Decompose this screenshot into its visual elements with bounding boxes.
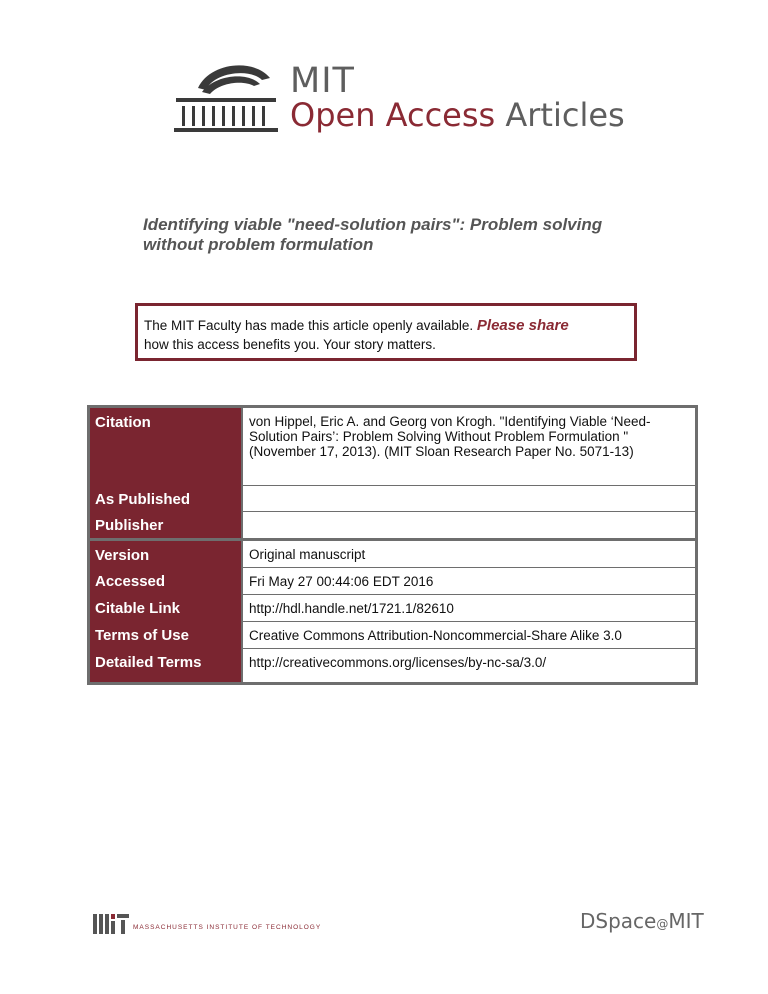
version-label: Version: [90, 539, 242, 567]
citable-link-label: Citable Link: [90, 594, 242, 621]
publisher-value: [242, 511, 695, 539]
citation-label: Citation: [90, 408, 242, 485]
share-text-before: The MIT Faculty has made this article openly available.: [144, 318, 474, 333]
dome-building-icon: [170, 58, 280, 136]
version-value: Original manuscript: [242, 539, 695, 567]
logo-articles-text: Articles: [505, 96, 625, 134]
accessed-value: Fri May 27 00:44:06 EDT 2016: [242, 567, 695, 594]
dspace-at-text: @: [656, 917, 669, 931]
table-row: [90, 485, 695, 511]
logo-open-access-text: Open Access: [290, 96, 496, 134]
as-published-value: [242, 485, 695, 511]
as-published-label: As Published: [90, 485, 242, 511]
detailed-terms-label: Detailed Terms: [90, 648, 242, 682]
table-row: [90, 567, 695, 594]
mit-logo-icon: [93, 914, 129, 934]
accessed-label: Accessed: [90, 567, 242, 594]
dspace-text: DSpace: [580, 909, 657, 933]
citable-link-value[interactable]: http://hdl.handle.net/1721.1/82610: [242, 594, 695, 621]
publisher-label: Publisher: [90, 511, 242, 539]
terms-of-use-label: Terms of Use: [90, 621, 242, 648]
share-text-after: how this access benefits you. Your story matters.: [144, 337, 436, 352]
table-row: [90, 408, 695, 485]
dspace-mit-text: MIT: [668, 909, 704, 933]
dspace-logo: [580, 909, 704, 933]
logo-mit-text: MIT: [290, 61, 355, 101]
table-row: [90, 648, 695, 682]
table-row: [90, 539, 695, 567]
please-share-link[interactable]: Please share: [476, 317, 569, 334]
detailed-terms-value[interactable]: http://creativecommons.org/licenses/by-nc-sa/3.0/: [249, 654, 547, 670]
table-row: [90, 621, 695, 648]
metadata-table: [87, 405, 698, 685]
terms-of-use-value: Creative Commons Attribution-Noncommercial-Share Alike 3.0: [242, 621, 695, 648]
logo-subtitle: [290, 98, 625, 132]
table-row: [90, 511, 695, 539]
share-notice-box: [135, 303, 637, 361]
mit-open-access-logo: [170, 58, 625, 138]
institute-name: MASSACHUSETTS INSTITUTE OF TECHNOLOGY: [133, 924, 322, 931]
article-title: Identifying viable "need-solution pairs": Problem solving without problem formulation: [143, 215, 603, 254]
table-row: [90, 594, 695, 621]
citation-value: von Hippel, Eric A. and Georg von Krogh. "Identifying Viable ‘Need-Solution Pairs’: Problem Solving Without Problem Formulation " (November 17, 2013). (MIT Sloan Research Paper No. 5071-13): [242, 408, 695, 485]
